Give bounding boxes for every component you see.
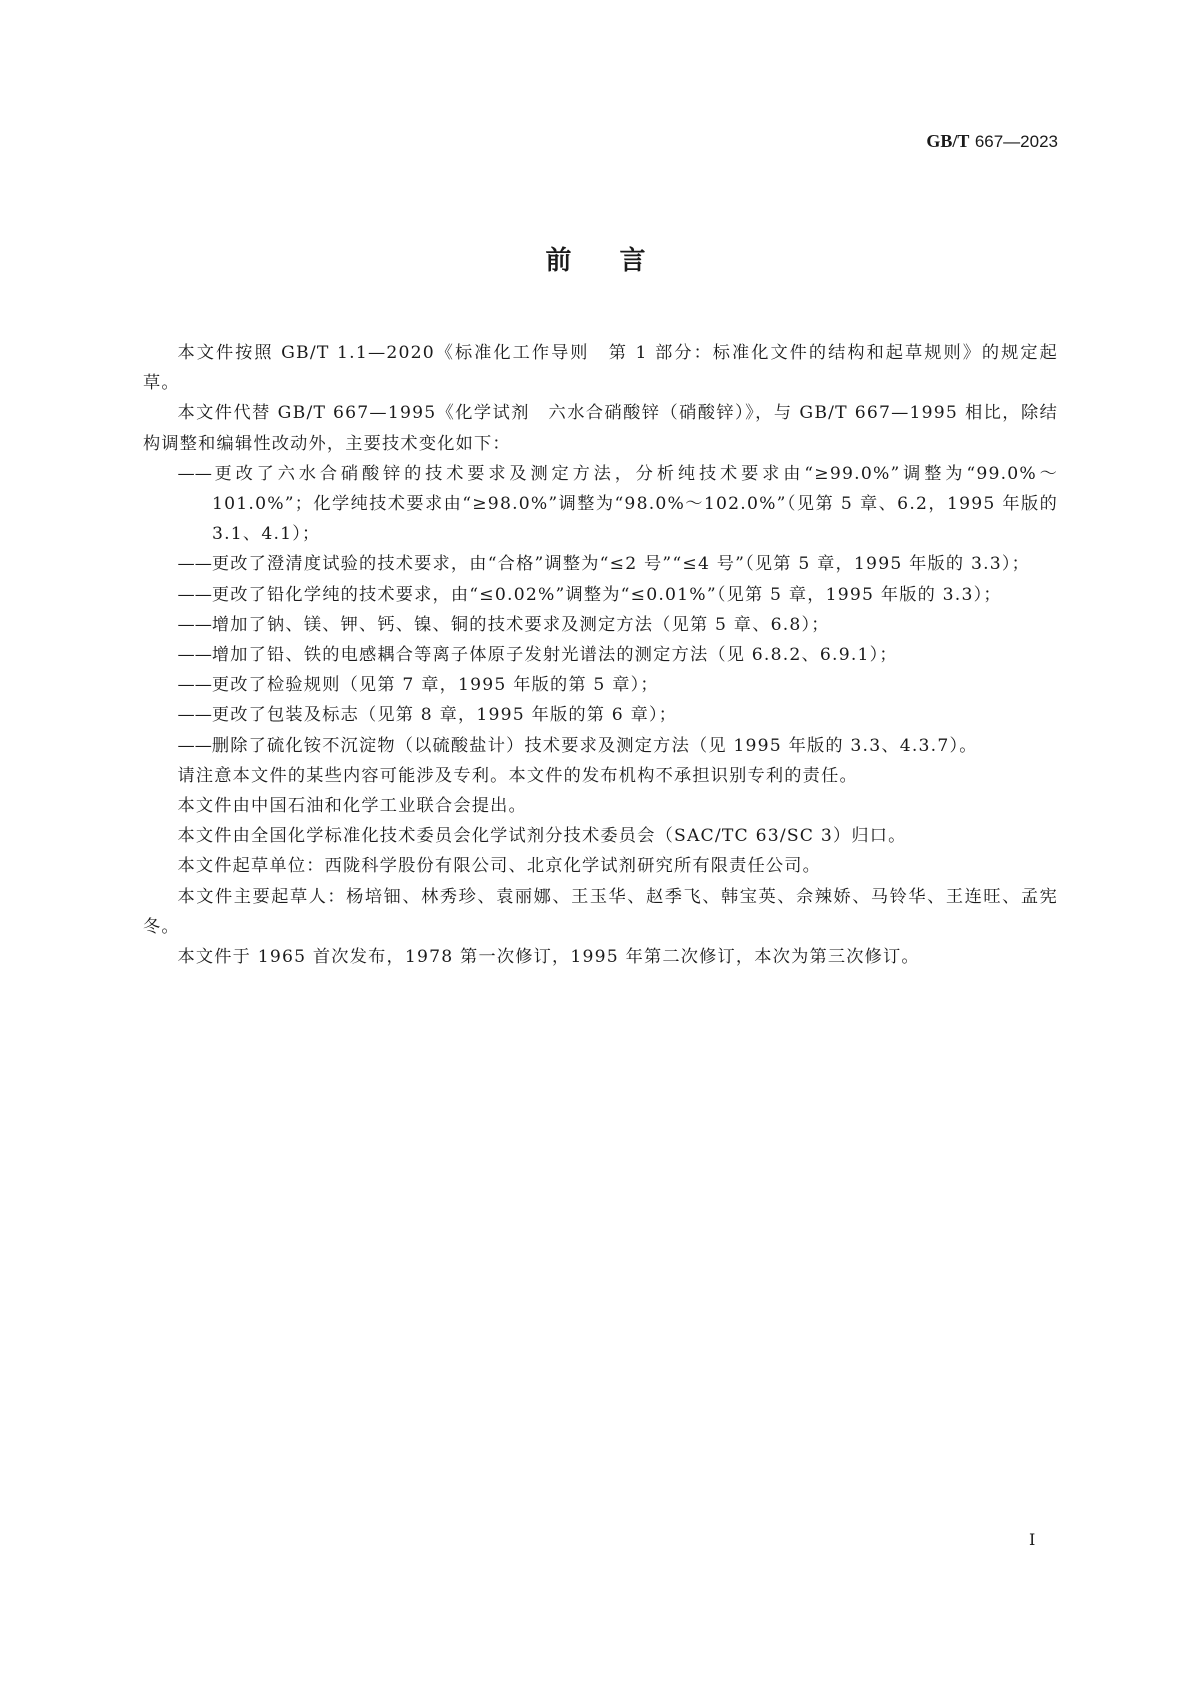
list-item: ——增加了钠、镁、钾、钙、镍、铜的技术要求及测定方法（见第 5 章、6.8）； bbox=[177, 614, 830, 635]
standard-code: 667—2023 bbox=[974, 132, 1058, 151]
list-item: ——更改了六水合硝酸锌的技术要求及测定方法，分析纯技术要求由“≥99.0%”调整为“99.0%～101.0%”；化学纯技术要求由“≥98.0%”调整为“98.0%～102.0%”（见第 5 章、6.2，1995 年版的 3.1、4.1）； bbox=[177, 463, 1058, 545]
dash-bullet: —— bbox=[177, 735, 212, 756]
list-item: ——更改了检验规则（见第 7 章，1995 年版的第 5 章）； bbox=[177, 675, 659, 696]
dash-bullet: —— bbox=[177, 705, 212, 726]
dash-bullet: —— bbox=[177, 645, 212, 666]
dash-bullet: —— bbox=[177, 584, 212, 605]
page-number: I bbox=[1029, 1530, 1036, 1549]
list-item: ——更改了包装及标志（见第 8 章，1995 年版的第 6 章）； bbox=[177, 705, 678, 726]
paragraph-history: 本文件于 1965 首次发布，1978 第一次修订，1995 年第二次修订，本次为第三次修订。 bbox=[177, 947, 920, 968]
paragraph-replacement: 本文件代替 GB/T 667—1995《化学试剂 六水合硝酸锌（硝酸锌）》，与 GB/T 667—1995 相比，除结构调整和编辑性改动外，主要技术变化如下： bbox=[143, 403, 1058, 454]
paragraph-proposer: 本文件由中国石油和化学工业联合会提出。 bbox=[177, 796, 527, 817]
paragraph-drafting-rules: 本文件按照 GB/T 1.1—2020《标准化工作导则 第 1 部分：标准化文件的结构和起草规则》的规定起草。 bbox=[143, 343, 1058, 394]
list-item: ——删除了硫化铵不沉淀物（以硫酸盐计）技术要求及测定方法（见 1995 年版的 3.3、4.3.7）。 bbox=[177, 735, 978, 756]
list-item: ——更改了澄清度试验的技术要求，由“合格”调整为“≤2 号”“≤4 号”（见第 5 章，1995 年版的 3.3）； bbox=[177, 554, 1031, 575]
list-item: ——更改了铅化学纯的技术要求，由“≤0.02%”调整为“≤0.01%”（见第 5 章，1995 年版的 3.3）； bbox=[177, 584, 1002, 605]
dash-bullet: —— bbox=[177, 463, 212, 484]
changes-list bbox=[143, 459, 1058, 761]
foreword-body bbox=[143, 338, 1058, 972]
standard-prefix: GB/T bbox=[926, 131, 970, 151]
dash-bullet: —— bbox=[177, 614, 212, 635]
page-title: 前言 bbox=[545, 246, 694, 276]
dash-bullet: —— bbox=[177, 554, 212, 575]
list-item: ——增加了铅、铁的电感耦合等离子体原子发射光谱法的测定方法（见 6.8.2、6.9.1）； bbox=[177, 645, 898, 666]
standard-number bbox=[926, 131, 1058, 152]
paragraph-drafters: 本文件主要起草人：杨培钿、林秀珍、袁丽娜、王玉华、赵季飞、韩宝英、佘辣娇、马铃华、王连旺、孟宪冬。 bbox=[143, 886, 1058, 937]
paragraph-drafting-units: 本文件起草单位：西陇科学股份有限公司、北京化学试剂研究所有限责任公司。 bbox=[177, 856, 822, 877]
paragraph-committee: 本文件由全国化学标准化技术委员会化学试剂分技术委员会（SAC/TC 63/SC 3）归口。 bbox=[177, 826, 907, 847]
dash-bullet: —— bbox=[177, 675, 212, 696]
paragraph-patent-notice: 请注意本文件的某些内容可能涉及专利。本文件的发布机构不承担识别专利的责任。 bbox=[177, 765, 858, 786]
